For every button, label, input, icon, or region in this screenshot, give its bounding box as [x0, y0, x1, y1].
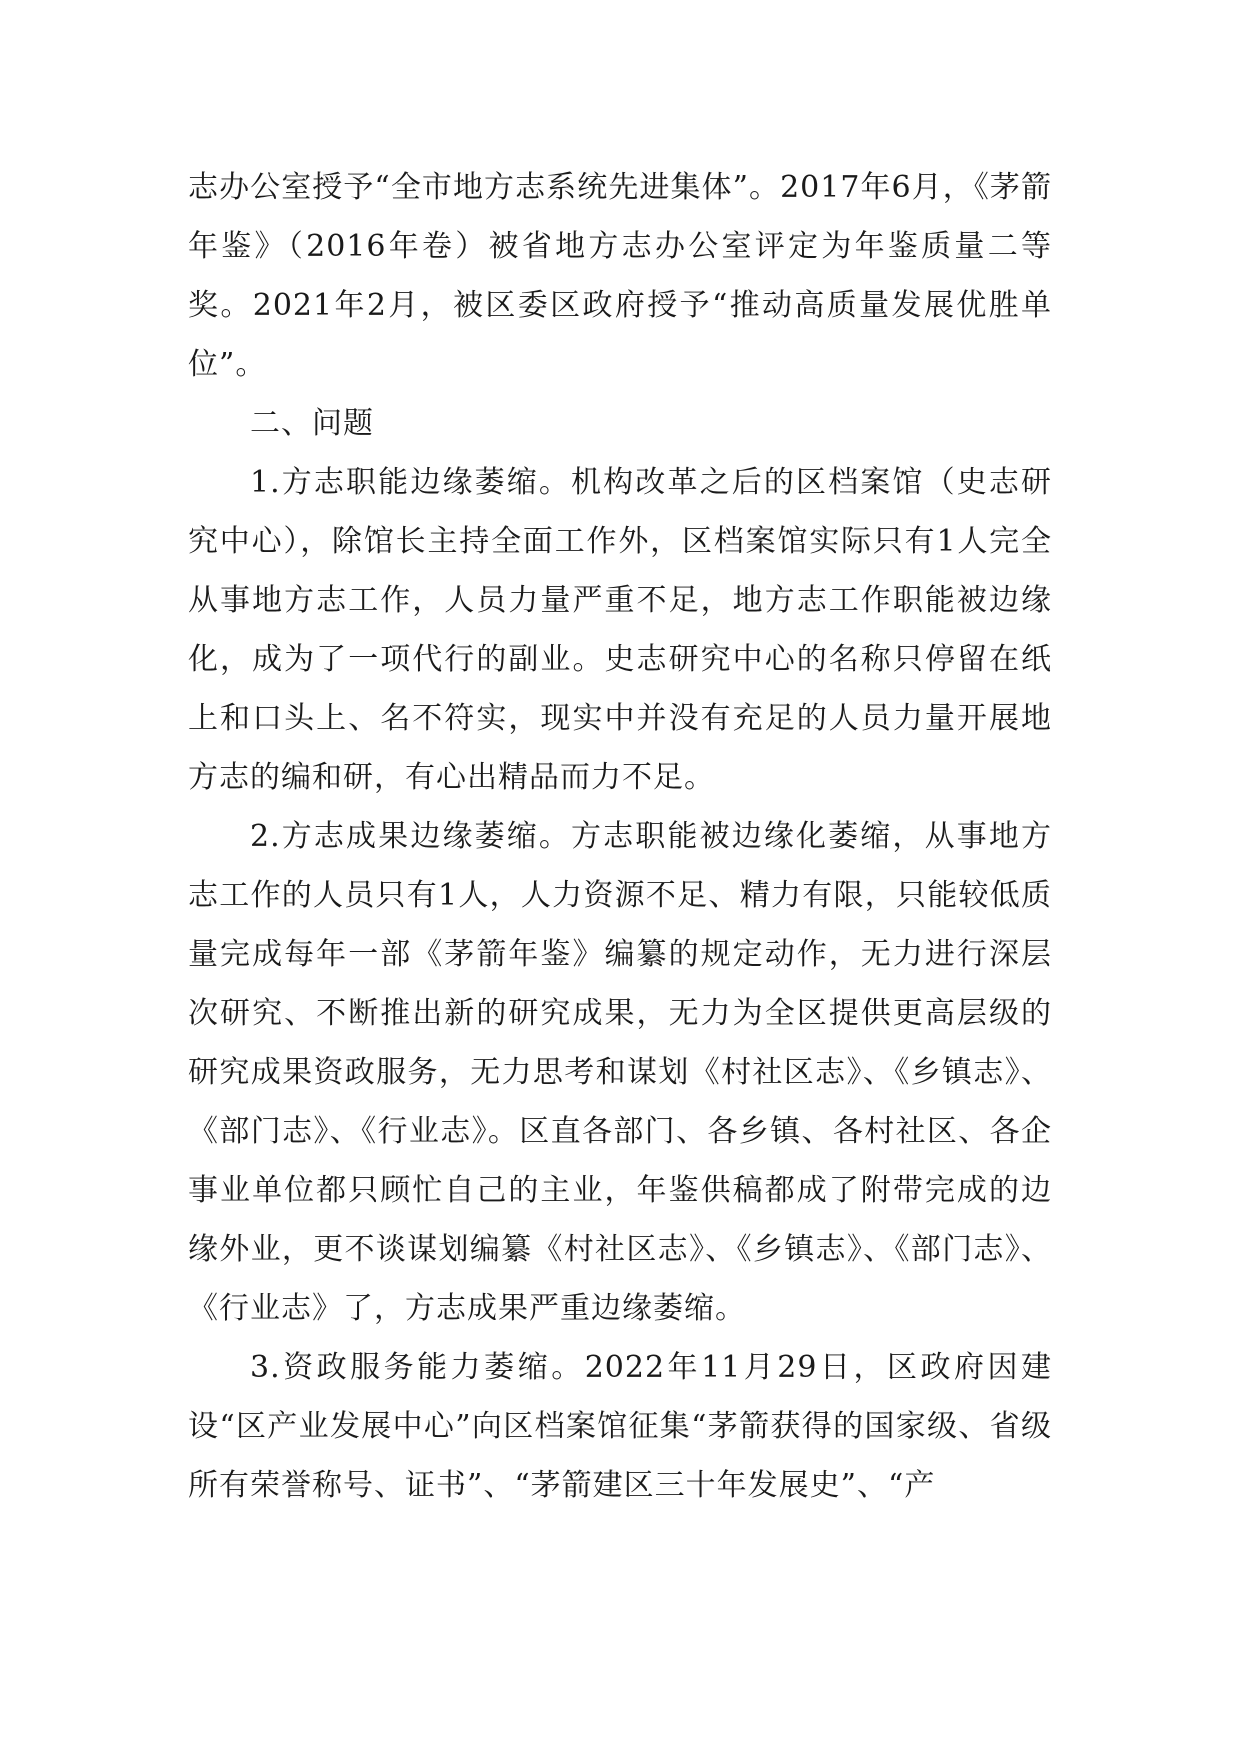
- paragraph-problem-2: 2.方志成果边缘萎缩。方志职能被边缘化萎缩，从事地方志工作的人员只有1人，人力资源不足、精力有限，只能较低质量完成每年一部《茅箭年鉴》编纂的规定动作，无力进行深层次研究、不断推出新的研究成果，无力为全区提供更高层级的研究成果资政服务，无力思考和谋划《村社区志》、《乡镇志》、《部门志》、《行业志》。区直各部门、各乡镇、各村社区、各企事业单位都只顾忙自己的主业，年鉴供稿都成了附带完成的边缘外业，更不谈谋划编纂《村社区志》、《乡镇志》、《部门志》、《行业志》了，方志成果严重边缘萎缩。: [188, 819, 1052, 1326]
- paragraph-problem-1: 1.方志职能边缘萎缩。机构改革之后的区档案馆（史志研究中心），除馆长主持全面工作外，区档案馆实际只有1人完全从事地方志工作，人员力量严重不足，地方志工作职能被边缘化，成为了一项代行的副业。史志研究中心的名称只停留在纸上和口头上、名不符实，现实中并没有充足的人员力量开展地方志的编和研，有心出精品而力不足。: [188, 465, 1052, 795]
- paragraph-problem-3: 3.资政服务能力萎缩。2022年11月29日，区政府因建设“区产业发展中心”向区档案馆征集“茅箭获得的国家级、省级所有荣誉称号、证书”、“茅箭建区三十年发展史”、“产: [188, 1350, 1052, 1503]
- document-body: [188, 158, 1052, 1515]
- section-heading-problems: 二、问题: [250, 406, 374, 441]
- paragraph-award-continuation: 志办公室授予“全市地方志系统先进集体”。2017年6月，《茅箭年鉴》（2016年卷）被省地方志办公室评定为年鉴质量二等奖。2021年2月，被区委区政府授予“推动高质量发展优胜单位”。: [188, 170, 1052, 382]
